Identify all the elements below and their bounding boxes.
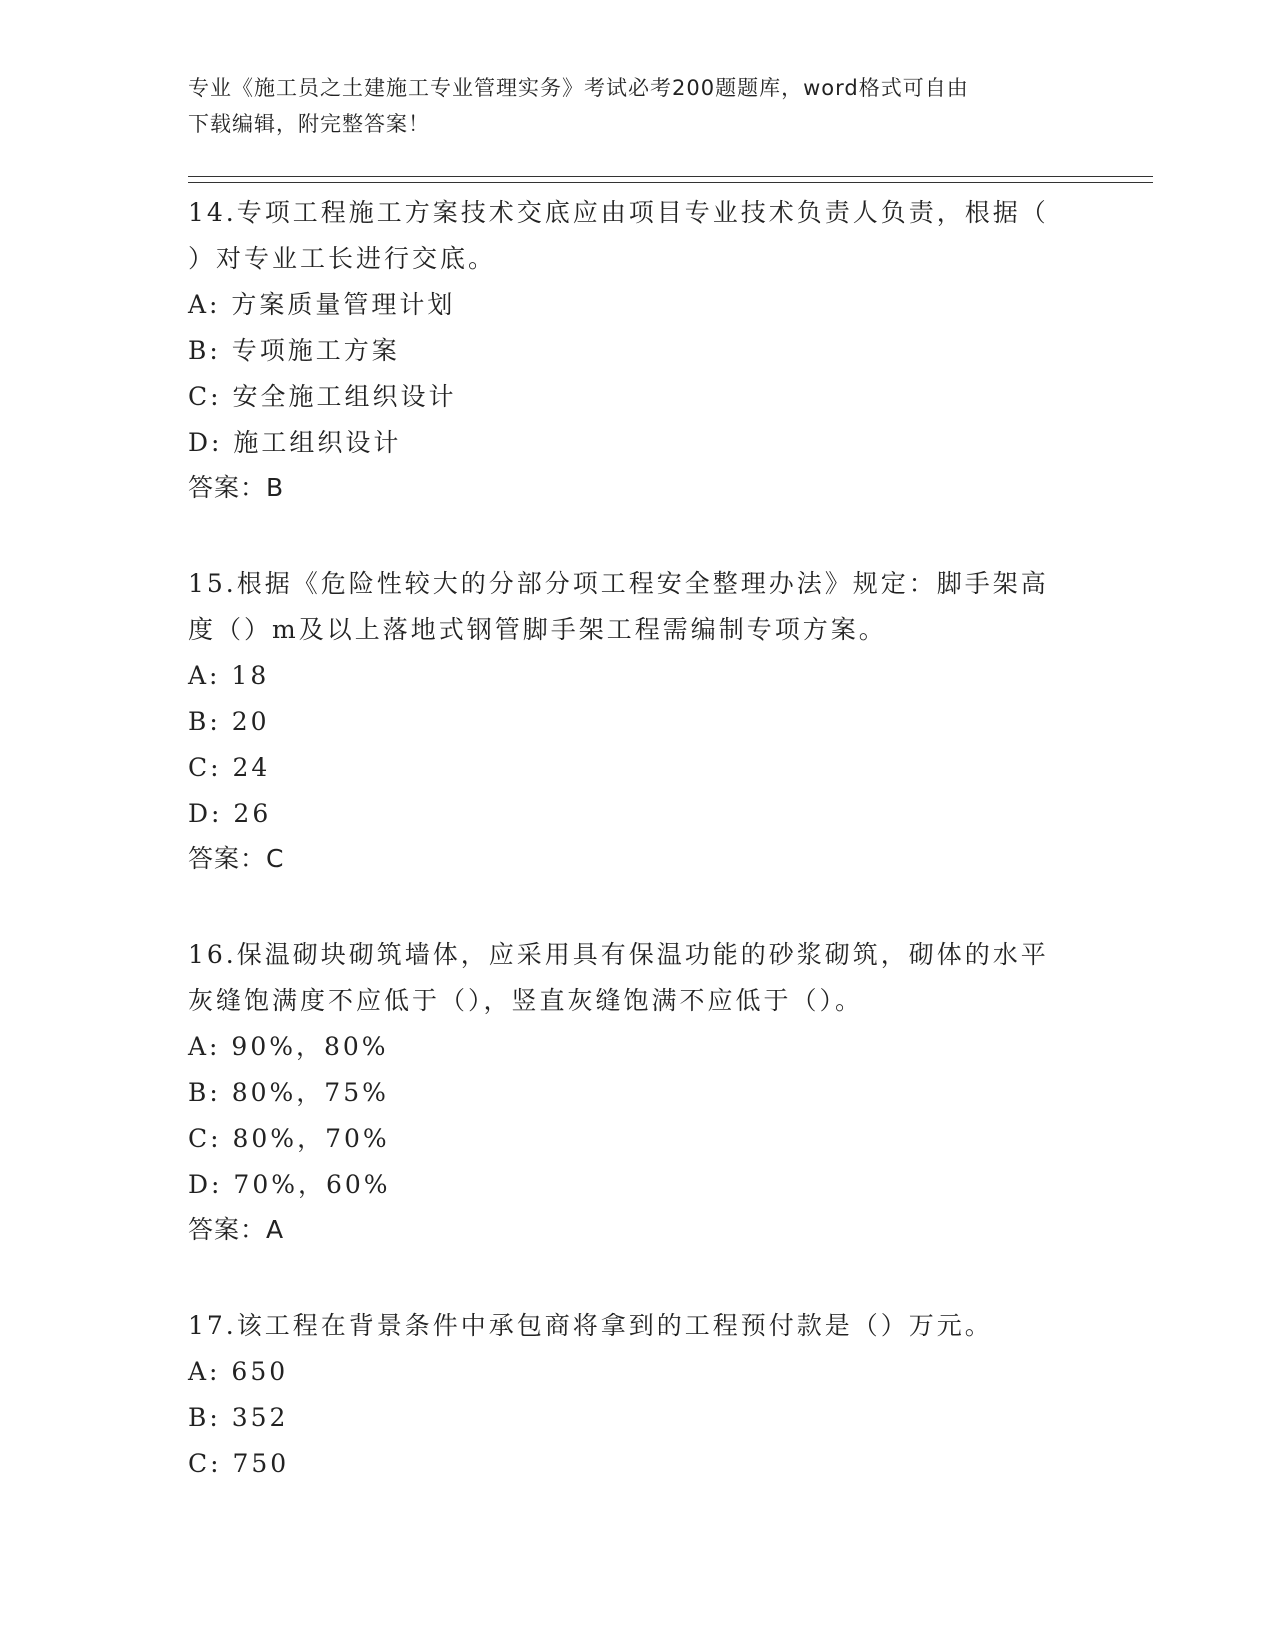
- question-14: [188, 190, 1088, 510]
- answer: 答案：C: [188, 844, 285, 873]
- question-stem-continued: 灰缝饱满度不应低于（），竖直灰缝饱满不应低于（）。: [188, 986, 864, 1015]
- option-c: C: 安全施工组织设计: [188, 382, 457, 411]
- option-c: C: 750: [188, 1449, 290, 1478]
- question-16: [188, 932, 1088, 1252]
- option-c: C: 24: [188, 753, 271, 782]
- question-list: [188, 190, 1088, 1538]
- question-stem-continued: 度（）m及以上落地式钢管脚手架工程需编制专项方案。: [188, 615, 887, 644]
- answer: 答案：B: [188, 473, 285, 502]
- document-header: [188, 70, 1068, 142]
- option-a: A: 90%，80%: [188, 1032, 389, 1061]
- header-line-1: 专业《施工员之土建施工专业管理实务》考试必考200题题库，word格式可自由: [188, 76, 969, 100]
- option-c: C: 80%，70%: [188, 1124, 390, 1153]
- question-17: [188, 1303, 1088, 1487]
- question-stem-continued: ）对专业工长进行交底。: [188, 244, 497, 273]
- option-d: D: 70%，60%: [188, 1170, 391, 1199]
- option-d: D: 施工组织设计: [188, 428, 402, 457]
- question-stem: 17.该工程在背景条件中承包商将拿到的工程预付款是（）万元。: [188, 1311, 993, 1340]
- option-b: B: 专项施工方案: [188, 336, 400, 365]
- header-divider-top: [188, 176, 1153, 177]
- option-a: A: 650: [188, 1357, 289, 1386]
- question-stem: 14.专项工程施工方案技术交底应由项目专业技术负责人负责，根据（: [188, 198, 1049, 227]
- header-divider-bottom: [188, 182, 1153, 183]
- question-stem: 15.根据《危险性较大的分部分项工程安全整理办法》规定：脚手架高: [188, 569, 1049, 598]
- answer: 答案：A: [188, 1215, 285, 1244]
- question-15: [188, 561, 1088, 881]
- question-stem: 16.保温砌块砌筑墙体，应采用具有保温功能的砂浆砌筑，砌体的水平: [188, 940, 1049, 969]
- option-a: A: 18: [188, 661, 270, 690]
- option-a: A: 方案质量管理计划: [188, 290, 456, 319]
- option-b: B: 80%，75%: [188, 1078, 389, 1107]
- option-b: B: 352: [188, 1403, 289, 1432]
- header-line-2: 下载编辑，附完整答案！: [188, 112, 430, 136]
- option-b: B: 20: [188, 707, 270, 736]
- option-d: D: 26: [188, 799, 272, 828]
